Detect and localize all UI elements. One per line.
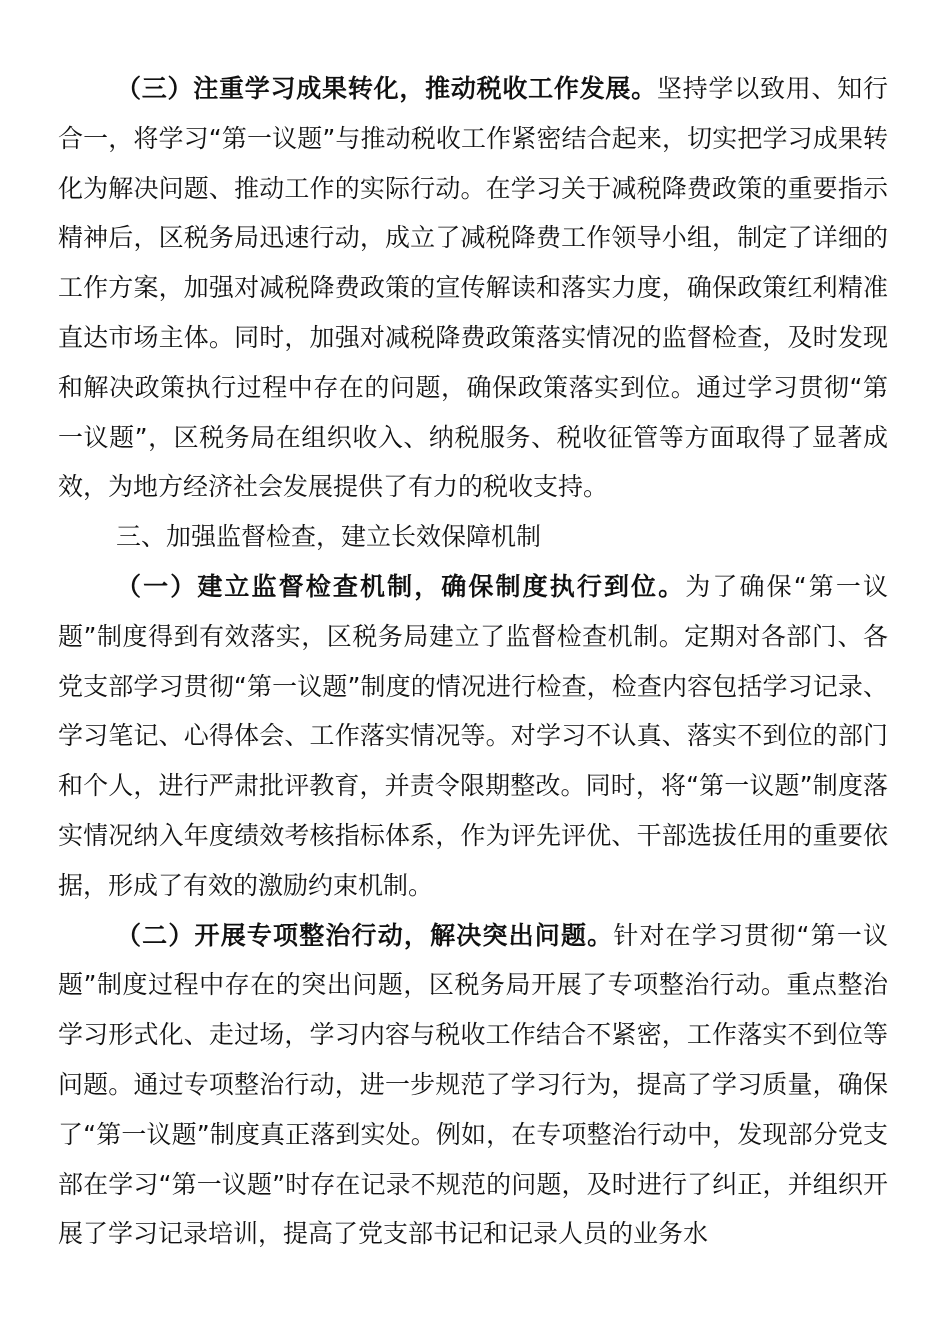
paragraph-special-rectification: [58, 911, 888, 1260]
paragraph-supervision-mechanism: [58, 562, 888, 911]
document-page: [58, 64, 888, 1259]
paragraph-learning-results: [58, 64, 888, 512]
paragraph-lead-title: （三）注重学习成果转化，推动税收工作发展。: [116, 74, 657, 103]
paragraph-lead-title: （二）开展专项整治行动，解决突出问题。: [116, 920, 614, 950]
paragraph-body: 坚持学以致用、知行合一，将学习“第一议题”与推动税收工作紧密结合起来，切实把学习成果转化为解决问题、推动工作的实际行动。在学习关于减税降费政策的重要指示精神后，区税务局迅速行动，成立了减税降费工作领导小组，制定了详细的工作方案，加强对减税降费政策的宣传解读和落实力度，确保政策红利精准直达市场主体。同时，加强对减税降费政策落实情况的监督检查，及时发现和解决政策执行过程中存在的问题，确保政策落实到位。通过学习贯彻“第一议题”，区税务局在组织收入、纳税服务、税收征管等方面取得了显著成效，为地方经济社会发展提供了有力的税收支持。: [58, 74, 888, 502]
paragraph-body: 为了确保“第一议题”制度得到有效落实，区税务局建立了监督检查机制。定期对各部门、各党支部学习贯彻“第一议题”制度的情况进行检查，检查内容包括学习记录、学习笔记、心得体会、工作落实情况等。对学习不认真、落实不到位的部门和个人，进行严肃批评教育，并责令限期整改。同时，将“第一议题”制度落实情况纳入年度绩效考核指标体系，作为评先评优、干部选拔任用的重要依据，形成了有效的激励约束机制。: [58, 571, 888, 900]
paragraph-body: 针对在学习贯彻“第一议题”制度过程中存在的突出问题，区税务局开展了专项整治行动。重点整治学习形式化、走过场，学习内容与税收工作结合不紧密，工作落实不到位等问题。通过专项整治行动，进一步规范了学习行为，提高了学习质量，确保了“第一议题”制度真正落到实处。例如，在专项整治行动中，发现部分党支部在学习“第一议题”时存在记录不规范的问题，及时进行了纠正，并组织开展了学习记录培训，提高了党支部书记和记录人员的业务水: [58, 920, 889, 1249]
section-heading: 三、加强监督检查，建立长效保障机制: [116, 522, 542, 552]
paragraph-lead-title: （一）建立监督检查机制，确保制度执行到位。: [116, 571, 686, 601]
